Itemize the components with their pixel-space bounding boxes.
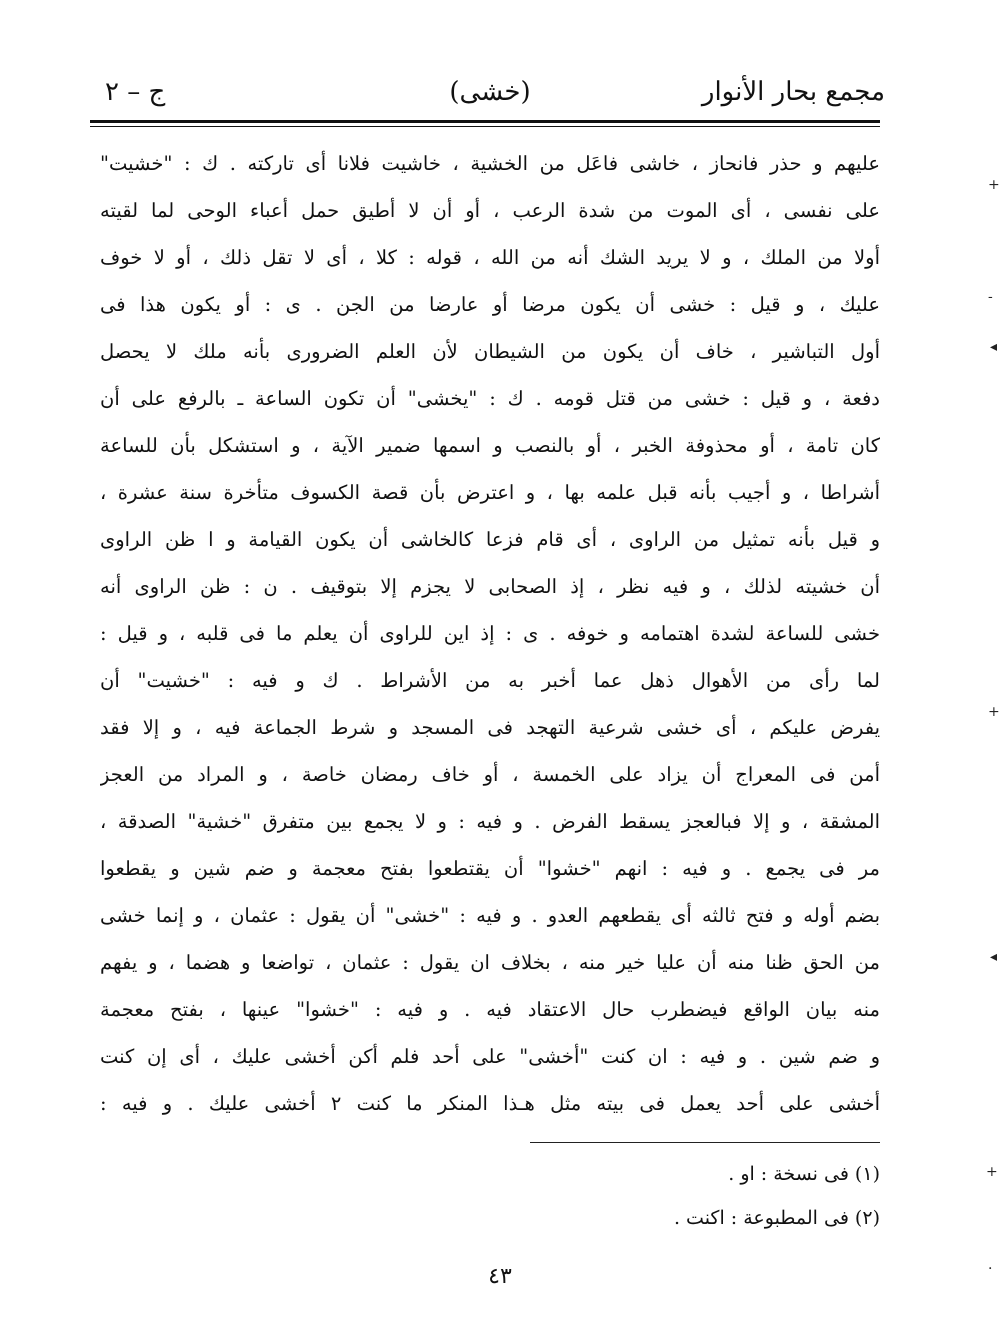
text-line: أول التباشير ، خاف أن يكون من الشيطان لأن العلم الضرورى بأنه ملك لا يحصل xyxy=(100,340,880,363)
text-line: و ضم شين . و فيه : ان كنت "أخشى" على أحد فلم أكن أخشى عليك ، أى إن كنت xyxy=(100,1045,880,1068)
text-line: خشى للساعة لشدة اهتمامه و خوفه . ى : إذ اين للراوى أن يعلم ما فى قلبه ، و قيل : xyxy=(100,622,880,645)
page-number: ٤٣ xyxy=(488,1264,512,1289)
margin-mark: + xyxy=(986,1164,998,1180)
text-line: بضم أوله و فتح ثالثه أى يقطعهم العدو . و فيه : "خشى" أن يقول : عثمان ، و إنما خشى xyxy=(100,904,880,927)
margin-mark: + xyxy=(988,177,1000,193)
text-line: يفرض عليكم ، أى خشى شرعية التهجد فى المسجد و شرط الجماعة فيه ، و إلا فقد xyxy=(100,716,880,739)
text-line: منه بيان الواقع فيضطرب حال الاعتقاد فيه . و فيه : "خشوا" عينها ، بفتح معجمة xyxy=(100,998,880,1021)
margin-mark: + xyxy=(988,704,1000,720)
margin-mark: - xyxy=(988,289,993,305)
footnote-2: (٢) فى المطبوعة : اكنت . xyxy=(673,1207,880,1229)
footnote-1: (١) فى نسخة : او . xyxy=(728,1163,880,1185)
text-line: لما رأى من الأهوال ذهل عما أخبر به من الأشراط . ك و فيه : "خشيت" أن xyxy=(100,669,880,692)
text-line: دفعة ، و قيل : خشى من قتل قومه . ك : "يخشى" أن تكون الساعة ـ بالرفع على أن xyxy=(100,387,880,410)
margin-mark: ◂ xyxy=(990,339,998,355)
text-line: عليهم و حذر فانحاز ، خاشى فاعَل من الخشية ، خاشيت فلانا أى تاركته . ك : "خشيت" xyxy=(100,152,880,175)
text-line: عليك ، و قيل : خشى أن يكون مرضا أو عارضا من الجن . ى : أو يكون هذا فى xyxy=(100,293,880,316)
text-line: كان تامة ، أو محذوفة الخبر ، أو بالنصب و اسمها ضمير الآية ، و استشكل بأن للساعة xyxy=(100,434,880,457)
text-line: من الحق ظنا منه أن عليا خير منه ، بخلاف ان يقول : عثمان ، تواضعا و هضما ، و يفهم xyxy=(100,951,880,974)
volume-number: ج – ٢ xyxy=(105,77,166,107)
text-line: أولا من الملك ، و لا يريد الشك أنه من الله ، قوله : كلا ، أى لا تقل ذلك ، أو لا خوف xyxy=(100,246,880,269)
text-line: أمن فى المعراج أن يزاد على الخمسة ، أو خاف رمضان خاصة ، و المراد من العجز xyxy=(100,763,880,786)
text-line: أخشى على أحد يعمل فى بيته مثل هـذا المنكر ما كنت ٢ أخشى عليك . و فيه : xyxy=(100,1092,880,1115)
text-line: أن خشيته لذلك ، و فيه نظر ، إذ الصحابى لا يجزم إلا بتوقيف . ن : ظن الراوى أنه xyxy=(100,575,880,598)
entry-word: (خشى) xyxy=(449,77,531,107)
text-line: مر فى يجمع . و فيه : انهم "خشوا" أن يقتطعوا بفتح معجمة و ضم شين و يقطعوا xyxy=(100,857,880,880)
text-line: أشراطا ، و أجيب بأنه قبل علمه بها ، و اعترض بأن قصة الكسوف متأخرة سنة عشرة ، xyxy=(100,481,880,504)
text-line: المشقة ، و إلا فبالعجز يسقط الفرض . و فيه : و لا يجمع بين متفرق "خشية" الصدقة ، xyxy=(100,810,880,833)
margin-mark: · xyxy=(988,1261,993,1277)
text-line: و قيل بأنه تمثيل من الراوى ، أى قام فزعا كالخاشى أن يكون القيامة و ا ظن الراوى xyxy=(100,528,880,551)
book-title: مجمع بحار الأنوار xyxy=(701,77,885,107)
text-line: على نفسى ، أى الموت من شدة الرعب ، أو أن لا أطيق حمل أعباء الوحى لما لقيته xyxy=(100,199,880,222)
running-header xyxy=(95,72,885,112)
body-text xyxy=(100,140,880,1127)
header-rule-thick xyxy=(90,120,880,123)
header-rule-thin xyxy=(90,126,880,127)
footnote-separator xyxy=(530,1142,880,1143)
margin-mark: ◂ xyxy=(990,949,998,965)
footnotes xyxy=(480,1152,880,1240)
